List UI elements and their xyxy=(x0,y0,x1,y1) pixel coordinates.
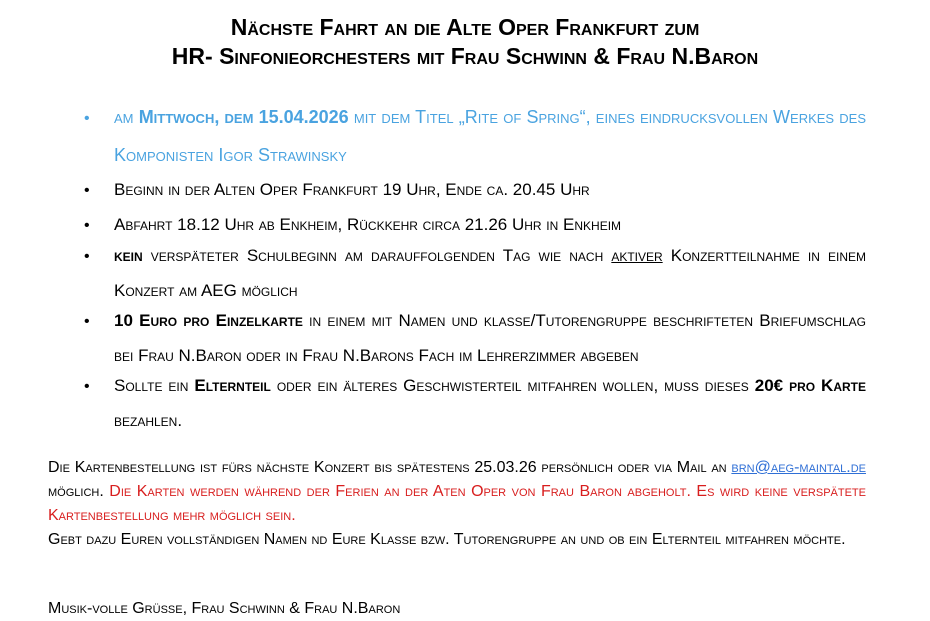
bullet-ticket-price xyxy=(84,303,866,373)
heading-line-1: Nächste Fahrt an die Alte Oper Frankfurt zum xyxy=(230,14,700,40)
bullet-icon xyxy=(84,303,96,339)
bullet-text: 10 Euro pro Einzelkarte in einem mit Namen und klasse/Tutorengruppe beschrifteten Briefumschlag bei Frau N.Baron oder in Frau N.Barons Fach im Lehrerzimmer abgeben xyxy=(114,311,866,365)
bullet-concert-date xyxy=(84,98,866,174)
bullet-text: Beginn in der Alten Oper Frankfurt 19 Uhr, Ende ca. 20.45 Uhr xyxy=(114,180,590,199)
bullet-icon xyxy=(84,98,96,138)
bullet-icon xyxy=(84,368,96,404)
bullet-text: kein verspäteter Schulbeginn am darauffolgenden Tag wie nach aktiver Konzertteilnahme in einem Konzert am AEG möglich xyxy=(114,246,866,300)
bullet-parent-ticket xyxy=(84,368,866,438)
bullet-text: Sollte ein Elternteil oder ein älteres Geschwisterteil mitfahren wollen, muss dieses 20€ pro Karte bezahlen. xyxy=(114,376,867,430)
order-paragraph: Die Kartenbestellung ist fürs nächste Konzert bis spätestens 25.03.26 persönlich oder via Mail an brn@aeg-maintal.de möglich. Die Karten werden während der Ferien an der Aten Oper von Frau Baron abgeholt. Es wird keine verspätete Kartenbestellung mehr möglich sein. Gebt dazu Euren vollständigen Namen nd Eure Klasse bzw. Tutorengruppe an und ob ein Elternteil mitfahren möchte. xyxy=(48,459,866,548)
bullet-departure-return xyxy=(84,207,866,242)
bullet-icon xyxy=(84,238,96,274)
heading-line-2: HR- Sinfonieorchesters mit Frau Schwinn & Frau N.Baron xyxy=(171,43,759,69)
bullet-start-end-time xyxy=(84,172,866,207)
email-link[interactable]: brn@aeg-maintal.de xyxy=(731,459,866,476)
pickup-notice: Die Karten werden während der Ferien an der Aten Oper von Frau Baron abgeholt. Es wird keine verspätete Kartenbestellung mehr möglich sein. xyxy=(48,483,866,524)
bullet-school-start xyxy=(84,238,866,308)
bullet-text: Abfahrt 18.12 Uhr ab Enkheim, Rückkehr circa 21.26 Uhr in Enkheim xyxy=(114,215,622,234)
bullet-icon xyxy=(84,172,96,208)
closing-greeting: Musik-volle Grüße, Frau Schwinn & Frau N.Baron xyxy=(48,600,401,617)
concert-date: Mittwoch, dem 15.04.2026 xyxy=(138,107,349,127)
bullet-text: am Mittwoch, dem 15.04.2026 mit dem Titel „Rite of Spring“, eines eindrucksvollen Werkes des Komponisten Igor Strawinsky xyxy=(114,107,867,165)
